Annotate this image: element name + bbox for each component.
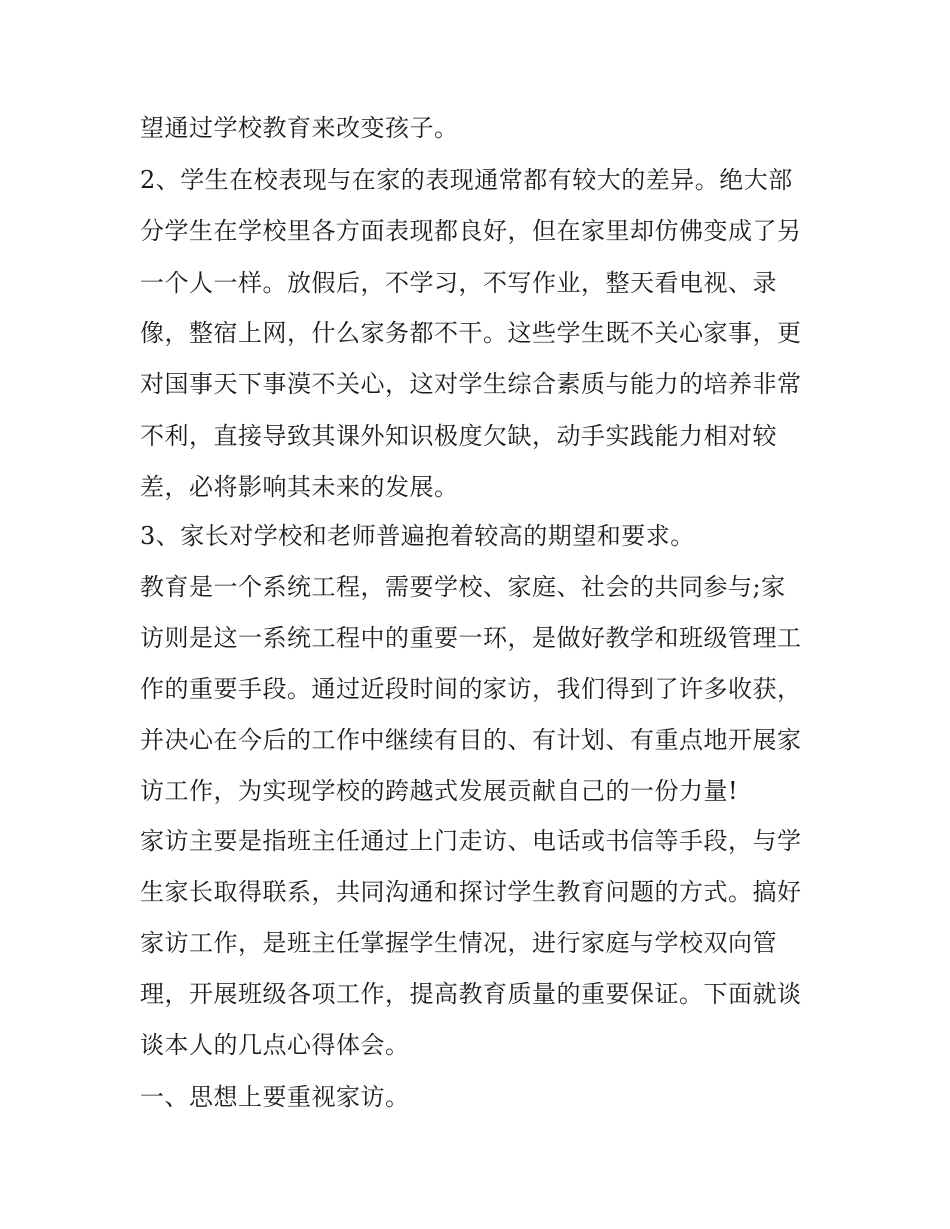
text-line: 家访主要是指班主任通过上门走访、电话或书信等手段，与学 [140,827,802,855]
text-line: 访工作，为实现学校的跨越式发展贡献自己的一份力量! [140,777,739,805]
text-line: 3、家长对学校和老师普遍抱着较高的期望和要求。 [140,522,695,550]
text-line: 望通过学校教育来改变孩子。 [140,114,459,142]
text-line: 家访工作，是班主任掌握学生情况，进行家庭与学校双向管 [140,929,777,957]
text-line: 并决心在今后的工作中继续有目的、有计划、有重点地开展家 [140,726,802,754]
text-line: 对国事天下事漠不关心，这对学生综合素质与能力的培养非常 [140,370,802,398]
text-line: 2、学生在校表现与在家的表现通常都有较大的差异。绝大部 [140,166,793,194]
text-line: 不利，直接导致其课外知识极度欠缺，动手实践能力相对较 [140,422,777,450]
text-line: 教育是一个系统工程，需要学校、家庭、社会的共同参与;家 [140,573,786,601]
text-line: 访则是这一系统工程中的重要一环，是做好教学和班级管理工 [140,624,802,652]
text-line: 差，必将影响其未来的发展。 [140,473,459,501]
text-line: 理，开展班级各项工作，提高教育质量的重要保证。下面就谈 [140,980,802,1008]
text-line: 像，整宿上网，什么家务都不干。这些学生既不关心家事，更 [140,319,802,347]
text-line: 分学生在学校里各方面表现都良好，但在家里却仿佛变成了另 [140,217,802,245]
text-line: 谈本人的几点心得体会。 [140,1031,410,1059]
text-line: 一、思想上要重视家访。 [140,1083,410,1111]
text-line: 生家长取得联系，共同沟通和探讨学生教育问题的方式。搞好 [140,878,802,906]
text-line: 作的重要手段。通过近段时间的家访，我们得到了许多收获， [140,675,802,703]
text-line: 一个人一样。放假后，不学习，不写作业，整天看电视、录 [140,269,777,297]
